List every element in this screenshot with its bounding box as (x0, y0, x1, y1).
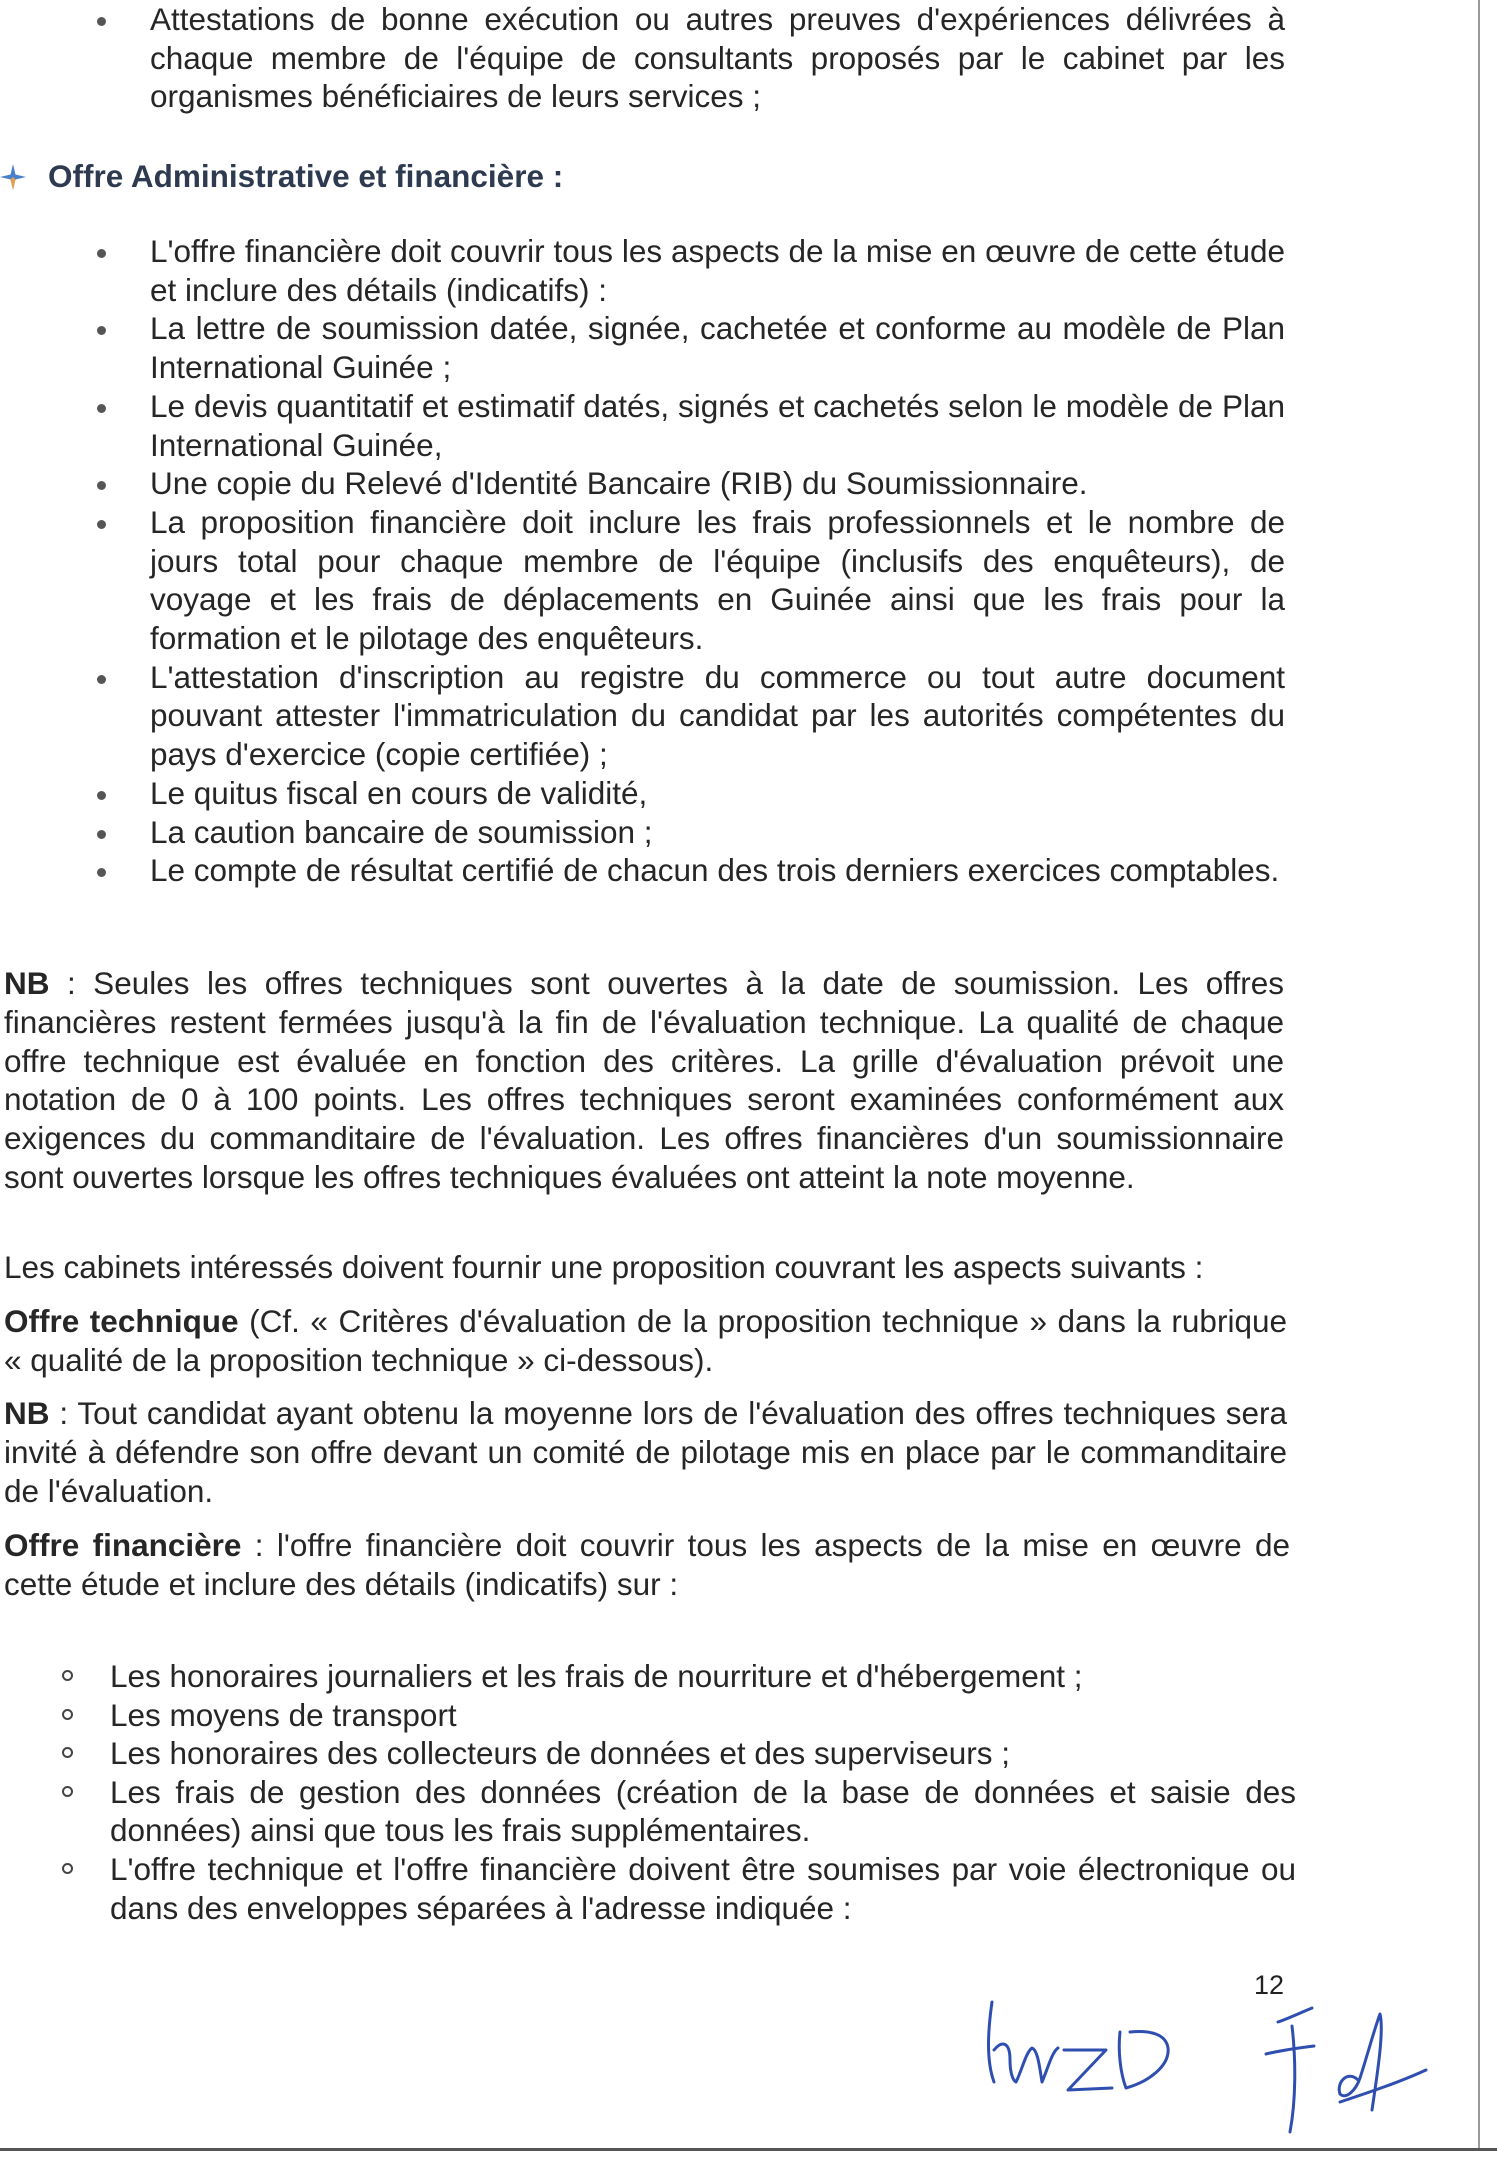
four-point-star-icon (0, 164, 26, 190)
list-item: L'attestation d'inscription au registre du commerce ou tout autre document pouvant attester l'immatriculation du candidat par les autorités compétentes du pays d'exercice (copie certifiée) ; (90, 658, 1285, 774)
nb-paragraph-1: NB : Seules les offres techniques sont ouvertes à la date de soumission. Les offres financières restent fermées jusqu'à la fin de l'évaluation technique. La qualité de chaque offre technique est évaluée en fonction des critères. La grille d'évaluation prévoit une notation de 0 à 100 points. Les offres techniques seront examinées conformément aux exigences du commanditaire de l'évaluation. Les offres financières d'un soumissionnaire sont ouvertes lorsque les offres techniques évaluées ont atteint la note moyenne. (4, 965, 1284, 1195)
bullet-dot-icon (97, 520, 106, 529)
section-heading: Offre Administrative et financière : (0, 157, 563, 196)
financial-circle-list (60, 1657, 1296, 1927)
list-item: Les honoraires des collecteurs de données et des superviseurs ; (60, 1734, 1296, 1773)
list-item: Les honoraires journaliers et les frais de nourriture et d'hébergement ; (60, 1657, 1296, 1696)
bullet-dot-icon (97, 17, 106, 26)
circle-bullet-icon (62, 1786, 73, 1797)
circle-bullet-icon (62, 1670, 73, 1681)
page-number: 12 (1254, 1970, 1285, 2000)
bullet-dot-icon (97, 481, 106, 490)
list-item: Attestations de bonne exécution ou autres preuves d'expériences délivrées à chaque membre de l'équipe de consultants proposés par le cabinet par les organismes bénéficiaires de leurs services ; (90, 0, 1285, 116)
circle-bullet-icon (62, 1747, 73, 1758)
bullet-dot-icon (97, 791, 106, 800)
list-item: Les frais de gestion des données (création de la base de données et saisie des données) ainsi que tous les frais supplémentaires. (60, 1773, 1296, 1850)
bullet-dot-icon (97, 326, 106, 335)
bullet-dot-icon (97, 830, 106, 839)
bullet-dot-icon (97, 404, 106, 413)
top-bullet-list (90, 0, 1285, 116)
nb-paragraph-2: NB : Tout candidat ayant obtenu la moyenne lors de l'évaluation des offres techniques sera invité à défendre son offre devant un comité de pilotage mis en place par le commanditaire de l'évaluation. (4, 1395, 1287, 1509)
bullet-dot-icon (97, 868, 106, 877)
offre-financiere-paragraph: Offre financière : l'offre financière doit couvrir tous les aspects de la mise en œuvre de cette étude et inclure des détails (indicatifs) sur : (4, 1527, 1290, 1602)
admin-bullet-list (90, 232, 1285, 890)
list-item: Le devis quantitatif et estimatif datés, signés et cachetés selon le modèle de Plan International Guinée, (90, 387, 1285, 464)
handwritten-signature (980, 1990, 1440, 2140)
list-item: La caution bancaire de soumission ; (90, 813, 1285, 852)
list-item: La proposition financière doit inclure les frais professionnels et le nombre de jours total pour chaque membre de l'équipe (inclusifs des enquêteurs), de voyage et les frais de déplacements en Guinée ainsi que les frais pour la formation et le pilotage des enquêteurs. (90, 503, 1285, 658)
circle-bullet-icon (62, 1709, 73, 1720)
scan-bottom-edge (0, 2148, 1497, 2151)
list-item: Les moyens de transport (60, 1696, 1296, 1735)
intro-paragraph: Les cabinets intéressés doivent fournir une proposition couvrant les aspects suivants : (4, 1249, 1204, 1285)
bullet-dot-icon (97, 675, 106, 684)
offre-technique-paragraph: Offre technique (Cf. « Critères d'évaluation de la proposition technique » dans la rubrique « qualité de la proposition technique » ci-dessous). (4, 1303, 1287, 1378)
circle-bullet-icon (62, 1863, 73, 1874)
list-item: L'offre financière doit couvrir tous les aspects de la mise en œuvre de cette étude et inclure des détails (indicatifs) : (90, 232, 1285, 309)
list-item: La lettre de soumission datée, signée, cachetée et conforme au modèle de Plan International Guinée ; (90, 309, 1285, 386)
list-item: L'offre technique et l'offre financière doivent être soumises par voie électronique ou dans des enveloppes séparées à l'adresse indiquée : (60, 1850, 1296, 1927)
list-item: Une copie du Relevé d'Identité Bancaire (RIB) du Soumissionnaire. (90, 464, 1285, 503)
bullet-dot-icon (97, 249, 106, 258)
list-item: Le quitus fiscal en cours de validité, (90, 774, 1285, 813)
scan-right-edge (1478, 0, 1480, 2150)
list-item: Le compte de résultat certifié de chacun des trois derniers exercices comptables. (90, 851, 1285, 890)
